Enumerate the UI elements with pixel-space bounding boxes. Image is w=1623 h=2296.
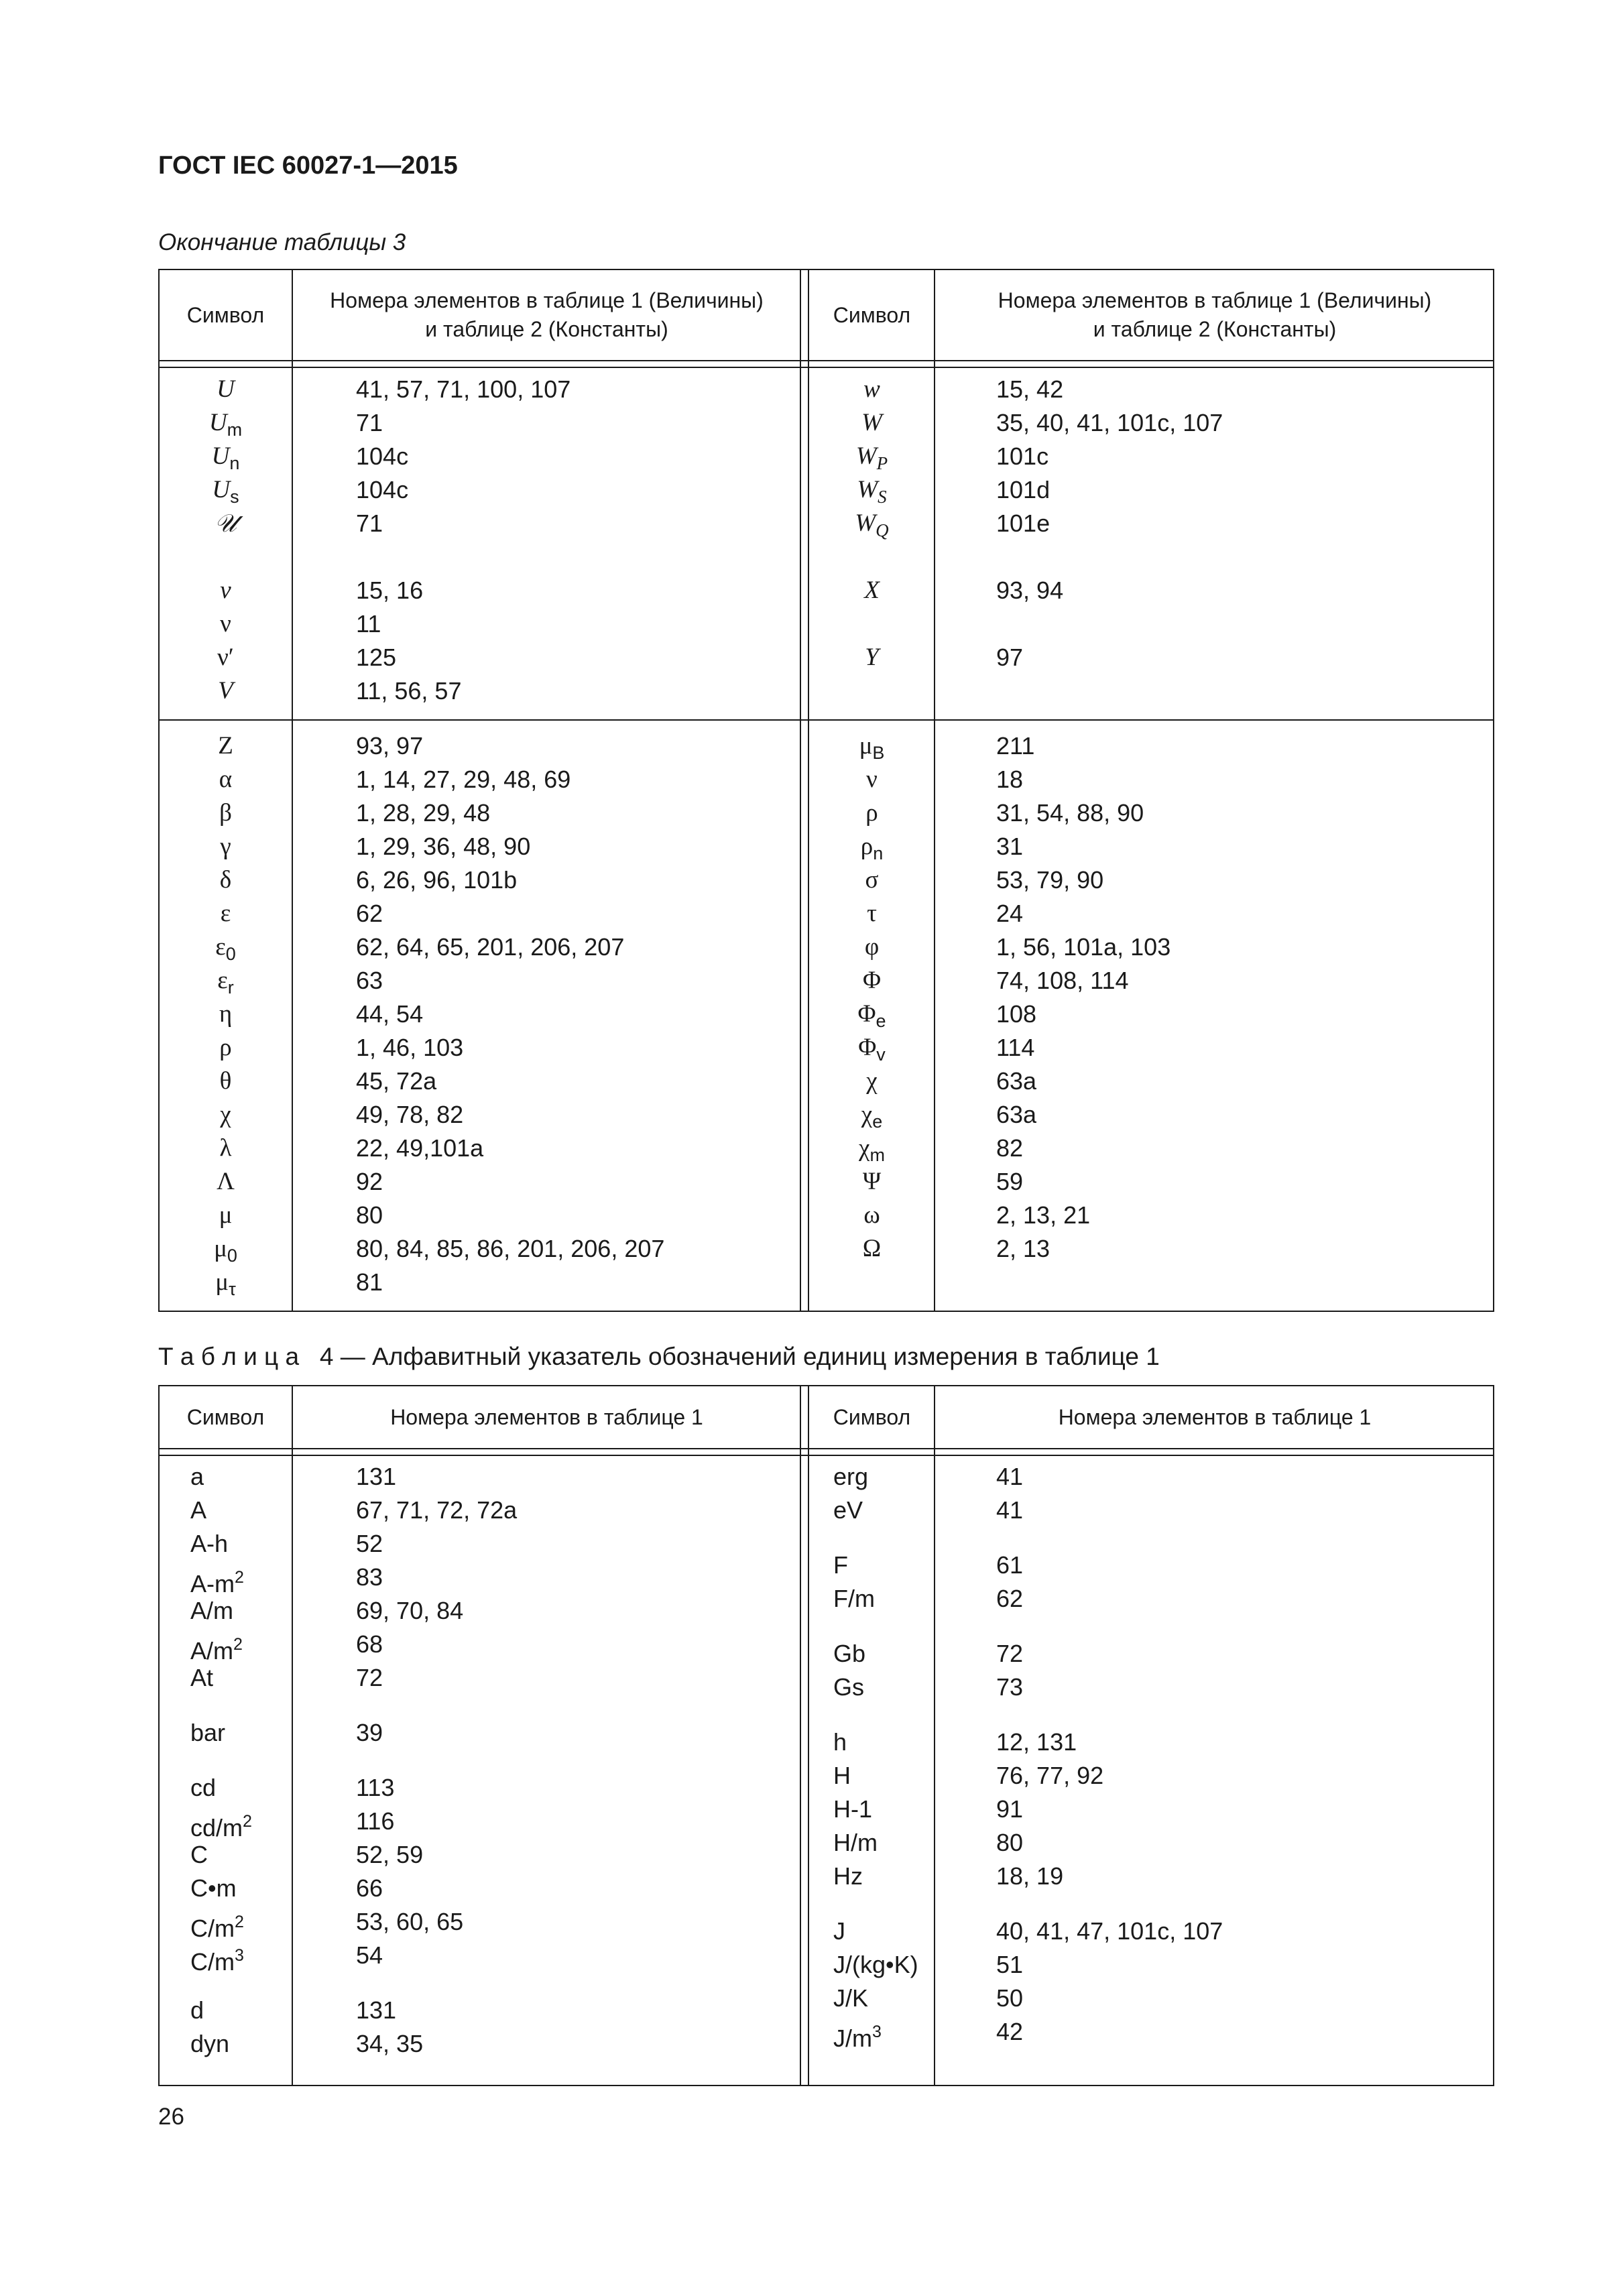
- numbers-cell: 116: [356, 1807, 395, 1835]
- numbers-cell: 39: [356, 1719, 383, 1746]
- numbers-cell: 42: [996, 2018, 1024, 2045]
- t4-header-symbol-right: Символ: [833, 1404, 911, 1429]
- symbol-cell: γ: [220, 833, 231, 860]
- numbers-cell: 41, 57, 71, 100, 107: [356, 375, 571, 403]
- t3-header-symbol-left: Символ: [186, 302, 265, 327]
- unit-cell: $J/m^3$: [833, 2022, 882, 2052]
- t4-right-symbols: [833, 1460, 918, 2052]
- numbers-cell: 41: [996, 1496, 1024, 1524]
- numbers-cell: 62: [996, 1585, 1024, 1612]
- symbol-cell: θ: [219, 1067, 232, 1095]
- t4-left-symbols: [190, 1460, 252, 2061]
- numbers-cell: 93, 97: [356, 732, 424, 760]
- unit-cell: $A-m^2$: [190, 1568, 244, 1597]
- unit-cell: bar: [190, 1719, 226, 1746]
- t3-header-numbers-left-line2: и таблице 2 (Константы): [425, 317, 668, 341]
- numbers-cell: 52, 59: [356, 1841, 424, 1868]
- unit-cell: J/K: [833, 1984, 869, 2012]
- numbers-cell: 53, 79, 90: [996, 866, 1104, 894]
- t3-block1-left-numbers: [356, 373, 570, 708]
- t4-header-symbol-left: Символ: [186, 1404, 265, 1429]
- table4-caption-label: Т а б л и ц а 4: [158, 1343, 334, 1370]
- numbers-cell: 62, 64, 65, 201, 206, 207: [356, 933, 625, 961]
- numbers-cell: 11: [356, 610, 381, 638]
- numbers-cell: 93, 94: [996, 577, 1064, 604]
- numbers-cell: 101d: [996, 476, 1050, 503]
- numbers-cell: 97: [996, 644, 1024, 671]
- t3-header-symbol-right: Символ: [833, 302, 911, 327]
- symbol-cell: λ: [219, 1134, 232, 1162]
- numbers-cell: 1, 56, 101a, 103: [996, 933, 1171, 961]
- numbers-cell: 18, 19: [996, 1862, 1064, 1890]
- symbol-cell: ν′: [217, 644, 234, 671]
- numbers-cell: 12, 131: [996, 1728, 1077, 1756]
- t3-block2-right-numbers: [996, 729, 1170, 1266]
- numbers-cell: 1, 14, 27, 29, 48, 69: [356, 766, 571, 793]
- unit-cell: a: [190, 1463, 204, 1490]
- numbers-cell: 101e: [996, 509, 1050, 537]
- t3-block2-right-symbols: [810, 729, 934, 1266]
- t3-header-numbers-right-line2: и таблице 2 (Константы): [1093, 317, 1337, 341]
- numbers-cell: 114: [996, 1034, 1035, 1061]
- symbol-cell: $\Phi_v$: [858, 1034, 886, 1065]
- table3-caption: Окончание таблицы 3: [158, 229, 406, 255]
- numbers-cell: 1, 29, 36, 48, 90: [356, 833, 531, 860]
- unit-cell: Hz: [833, 1862, 863, 1890]
- unit-cell: h: [833, 1728, 847, 1756]
- t3-header-numbers-right-line1: Номера элементов в таблице 1 (Величины): [998, 288, 1432, 312]
- numbers-cell: 61: [996, 1551, 1024, 1579]
- unit-cell: $C/m^3$: [190, 1946, 244, 1976]
- numbers-cell: 35, 40, 41, 101c, 107: [996, 409, 1223, 436]
- t3-block1-left-symbols: [160, 373, 292, 708]
- table3: [158, 269, 1494, 1312]
- numbers-cell: 41: [996, 1463, 1024, 1490]
- numbers-cell: 81: [356, 1268, 383, 1296]
- unit-cell: cd: [190, 1774, 217, 1801]
- symbol-cell: η: [219, 1000, 233, 1028]
- symbol-cell: X: [864, 577, 880, 604]
- symbol-cell: χ: [866, 1067, 878, 1095]
- numbers-cell: 74, 108, 114: [996, 967, 1129, 994]
- t4-header-numbers-right: Номера элементов в таблице 1: [1058, 1404, 1372, 1429]
- numbers-cell: 15, 16: [356, 577, 424, 604]
- symbol-cell: V: [218, 677, 233, 705]
- t3-block1-right-numbers: [996, 373, 1223, 674]
- numbers-cell: 31, 54, 88, 90: [996, 799, 1144, 827]
- unit-cell: dyn: [190, 2030, 230, 2057]
- numbers-cell: 113: [356, 1774, 395, 1801]
- symbol-cell: Z: [218, 732, 233, 760]
- symbol-cell: $\mu_B$: [859, 732, 885, 763]
- t3-header-numbers-right: [936, 270, 1494, 360]
- t3-block2-left-numbers: [356, 729, 664, 1299]
- numbers-cell: 71: [356, 409, 383, 436]
- symbol-cell: Φ: [862, 967, 882, 994]
- unit-cell: At: [190, 1664, 214, 1691]
- numbers-cell: 80, 84, 85, 86, 201, 206, 207: [356, 1235, 665, 1262]
- symbol-cell: $W_S$: [857, 476, 887, 507]
- symbol-cell: $\varepsilon_r$: [217, 967, 234, 998]
- t4-header-numbers-left: Номера элементов в таблице 1: [390, 1404, 703, 1429]
- unit-cell: $cd/m^2$: [190, 1812, 252, 1841]
- numbers-cell: 72: [996, 1640, 1024, 1667]
- numbers-cell: 92: [356, 1168, 383, 1195]
- symbol-cell: v: [220, 577, 231, 604]
- numbers-cell: 82: [996, 1134, 1024, 1162]
- symbol-cell: $U_m$: [208, 409, 243, 440]
- numbers-cell: 108: [996, 1000, 1037, 1028]
- numbers-cell: 73: [996, 1673, 1024, 1701]
- symbol-cell: φ: [864, 933, 880, 961]
- symbol-cell: Ω: [862, 1235, 882, 1262]
- numbers-cell: 31: [996, 833, 1024, 860]
- numbers-cell: 54: [356, 1941, 383, 1969]
- numbers-cell: 49, 78, 82: [356, 1101, 464, 1128]
- numbers-cell: 22, 49,101a: [356, 1134, 484, 1162]
- symbol-cell: $\Phi_e$: [857, 1000, 886, 1031]
- unit-cell: erg: [833, 1463, 869, 1490]
- unit-cell: C: [190, 1841, 208, 1868]
- numbers-cell: 125: [356, 644, 397, 671]
- symbol-cell: ρ: [865, 799, 878, 827]
- numbers-cell: 83: [356, 1563, 383, 1591]
- symbol-cell: ρ: [219, 1034, 232, 1061]
- symbol-cell: β: [219, 799, 232, 827]
- symbol-cell: δ: [219, 866, 232, 894]
- numbers-cell: 211: [996, 732, 1035, 760]
- numbers-cell: 68: [356, 1630, 383, 1658]
- unit-cell: $A/m^2$: [190, 1635, 243, 1665]
- numbers-cell: 2, 13, 21: [996, 1201, 1091, 1229]
- symbol-cell: Ψ: [862, 1168, 882, 1195]
- numbers-cell: 71: [356, 509, 383, 537]
- numbers-cell: 104c: [356, 442, 409, 470]
- numbers-cell: 131: [356, 1463, 397, 1490]
- unit-cell: A/m: [190, 1597, 234, 1624]
- t3-block2-left-symbols: [160, 729, 292, 1299]
- symbol-cell: ε: [220, 900, 231, 927]
- symbol-cell: $\varepsilon_0$: [215, 933, 236, 964]
- table4-caption: [158, 1343, 1160, 1371]
- unit-cell: F/m: [833, 1585, 875, 1612]
- numbers-cell: 72: [356, 1664, 383, 1691]
- numbers-cell: 76, 77, 92: [996, 1762, 1104, 1789]
- numbers-cell: 1, 28, 29, 48: [356, 799, 491, 827]
- numbers-cell: 91: [996, 1795, 1024, 1823]
- document-title: ГОСТ IEC 60027-1—2015: [158, 152, 458, 180]
- symbol-cell: $\chi_m$: [859, 1134, 885, 1165]
- numbers-cell: 24: [996, 900, 1024, 927]
- symbol-cell: Y: [865, 644, 879, 671]
- symbol-cell: Λ: [217, 1168, 235, 1195]
- symbol-cell: ω: [863, 1201, 880, 1229]
- table4-caption-text: — Алфавитный указатель обозначений единиц измерения в таблице 1: [333, 1343, 1160, 1370]
- numbers-cell: 53, 60, 65: [356, 1908, 464, 1935]
- numbers-cell: 101c: [996, 442, 1049, 470]
- numbers-cell: 45, 72a: [356, 1067, 437, 1095]
- symbol-cell: W: [861, 409, 882, 436]
- t3-header-numbers-left: [294, 270, 800, 360]
- unit-cell: A: [190, 1496, 207, 1524]
- unit-cell: eV: [833, 1496, 863, 1524]
- symbol-cell: μ: [219, 1201, 233, 1229]
- numbers-cell: 1, 46, 103: [356, 1034, 464, 1061]
- unit-cell: d: [190, 1996, 204, 2024]
- unit-cell: Gb: [833, 1640, 866, 1667]
- numbers-cell: 52: [356, 1530, 383, 1557]
- numbers-cell: 63: [356, 967, 383, 994]
- symbol-cell: $U_s$: [212, 476, 239, 507]
- symbol-cell: $\rho_n$: [860, 833, 884, 863]
- numbers-cell: 11, 56, 57: [356, 677, 462, 705]
- t4-right-numbers: [996, 1460, 1223, 2049]
- symbol-cell: τ: [867, 900, 877, 927]
- numbers-cell: 69, 70, 84: [356, 1597, 464, 1624]
- unit-cell: H-1: [833, 1795, 873, 1823]
- numbers-cell: 44, 54: [356, 1000, 424, 1028]
- symbol-cell: $W_Q$: [855, 509, 889, 540]
- unit-cell: J: [833, 1917, 845, 1945]
- t3-header-numbers-left-line1: Номера элементов в таблице 1 (Величины): [330, 288, 764, 312]
- numbers-cell: 80: [356, 1201, 383, 1229]
- unit-cell: $C/m^2$: [190, 1913, 244, 1942]
- numbers-cell: 63a: [996, 1067, 1037, 1095]
- numbers-cell: 131: [356, 1996, 397, 2024]
- numbers-cell: 2, 13: [996, 1235, 1050, 1262]
- unit-cell: A-h: [190, 1530, 229, 1557]
- numbers-cell: 51: [996, 1951, 1024, 1978]
- numbers-cell: 34, 35: [356, 2030, 424, 2057]
- symbol-cell: σ: [865, 866, 879, 894]
- numbers-cell: 63a: [996, 1101, 1037, 1128]
- symbol-cell: U: [217, 375, 235, 403]
- symbol-cell: 𝒰: [214, 509, 237, 538]
- unit-cell: H/m: [833, 1829, 878, 1856]
- unit-cell: Gs: [833, 1673, 865, 1701]
- numbers-cell: 50: [996, 1984, 1024, 2012]
- numbers-cell: 18: [996, 766, 1024, 793]
- numbers-cell: 62: [356, 900, 383, 927]
- numbers-cell: 59: [996, 1168, 1024, 1195]
- symbol-cell: $\mu_0$: [214, 1235, 237, 1266]
- numbers-cell: 15, 42: [996, 375, 1064, 403]
- unit-cell: C•m: [190, 1874, 237, 1902]
- symbol-cell: $\mu_\tau$: [215, 1268, 236, 1299]
- symbol-cell: χ: [220, 1101, 231, 1128]
- numbers-cell: 40, 41, 47, 101c, 107: [996, 1917, 1223, 1945]
- numbers-cell: 80: [996, 1829, 1024, 1856]
- t3-block1-right-symbols: [810, 373, 934, 674]
- unit-cell: F: [833, 1551, 848, 1579]
- symbol-cell: $\chi_e$: [861, 1101, 883, 1132]
- t4-left-numbers: [356, 1460, 517, 2061]
- symbol-cell: α: [219, 766, 233, 793]
- numbers-cell: 104c: [356, 476, 409, 503]
- symbol-cell: $U_n$: [211, 442, 240, 473]
- symbol-cell: ν: [220, 610, 231, 638]
- numbers-cell: 66: [356, 1874, 383, 1902]
- page-number: 26: [158, 2104, 184, 2130]
- symbol-cell: w: [863, 375, 880, 403]
- symbol-cell: ν: [866, 766, 878, 793]
- symbol-cell: $W_P$: [855, 442, 888, 473]
- numbers-cell: 6, 26, 96, 101b: [356, 866, 518, 894]
- table4: [158, 1385, 1494, 2086]
- unit-cell: H: [833, 1762, 851, 1789]
- numbers-cell: 67, 71, 72, 72a: [356, 1496, 518, 1524]
- unit-cell: J/(kg•K): [833, 1951, 918, 1978]
